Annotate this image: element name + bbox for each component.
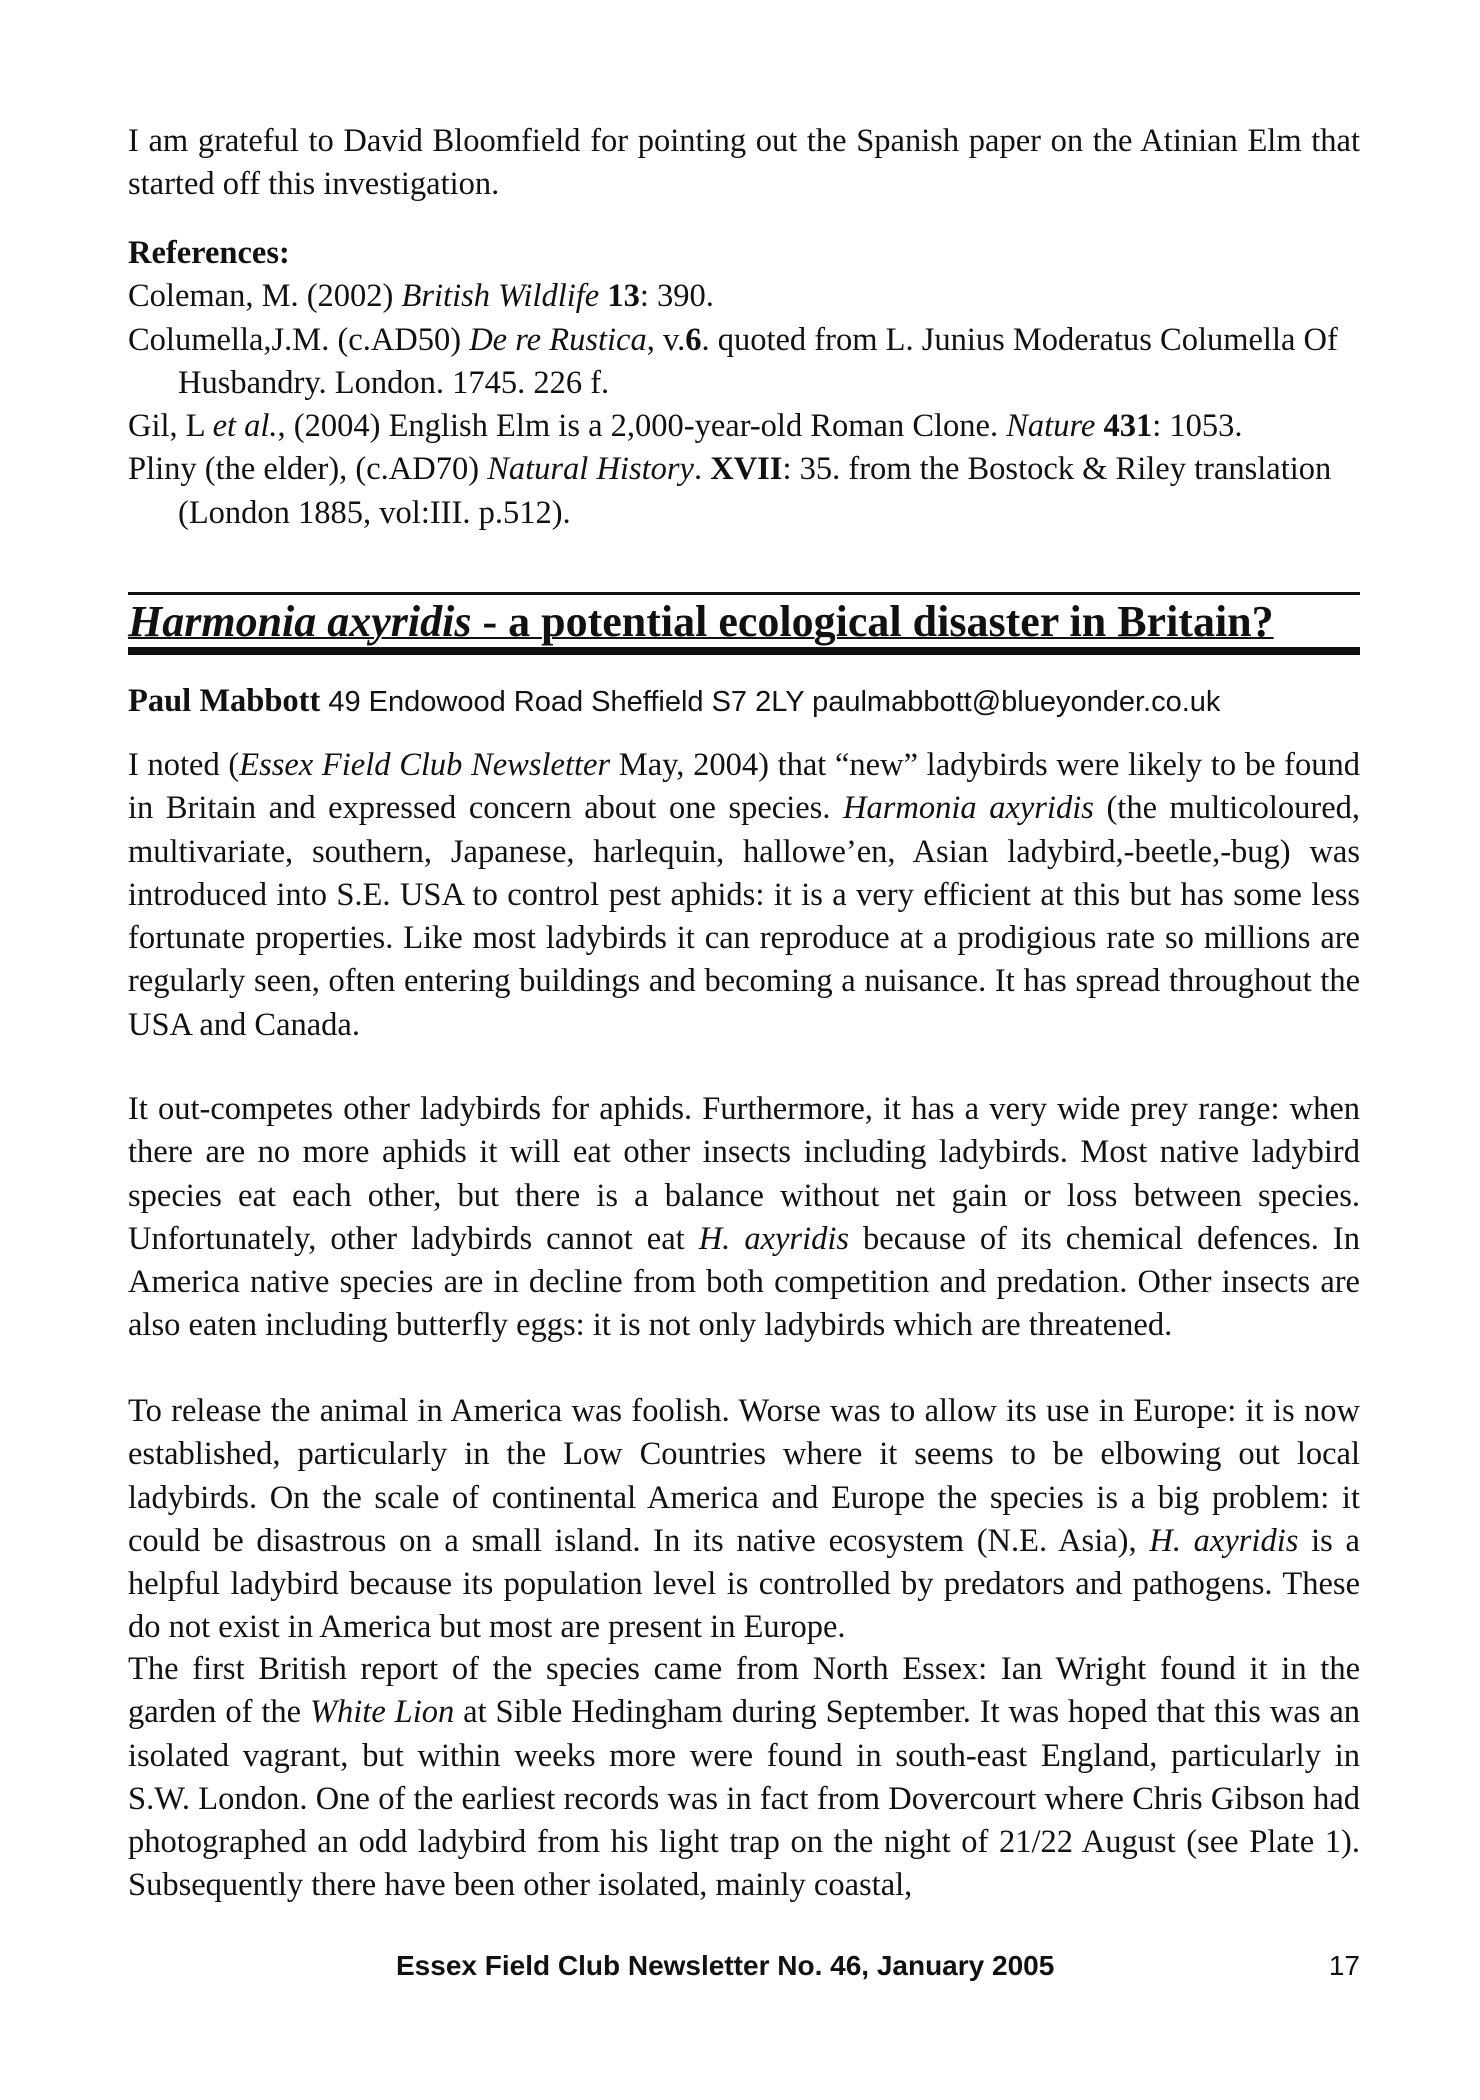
footer-publication: Essex Field Club Newsletter No. 46, January 2005	[396, 1950, 1055, 1981]
page-footer	[128, 1948, 1360, 1984]
page-number: 17	[1328, 1950, 1360, 1981]
intro-paragraph: I am grateful to David Bloomfield for pointing out the Spanish paper on the Atinian Elm that started off this investigation.	[128, 123, 1360, 203]
article-paragraph-4: The first British report of the species came from North Essex: Ian Wright found it in the garden of the White Lion at Sible Hedingham during September. It was hoped that this was an isolated vagrant, but within weeks more were found in south-east England, particularly in S.W. London. One of the earliest records was in fact from Dovercourt where Chris Gibson had photographed an odd ladybird from his light trap on the night of 21/22 August (see Plate 1). Subsequently there have been other isolated, mainly coastal,	[128, 1651, 1360, 1904]
reference-item: Pliny (the elder), (c.AD70) Natural History. XVII: 35. from the Bostock & Riley translation (London 1885, vol:III. p.512).	[128, 451, 1332, 531]
title-rule-bottom	[128, 647, 1360, 655]
reference-item: Coleman, M. (2002) British Wildlife 13: 390.	[128, 278, 714, 315]
references-section	[128, 232, 1360, 535]
article-paragraph-1: I noted (Essex Field Club Newsletter May, 2004) that “new” ladybirds were likely to be found in Britain and expressed concern about one species. Harmonia axyridis (the multicoloured, multivariate, southern, Japanese, harlequin, hallowe’en, Asian ladybird,-beetle,-bug) was introduced into S.E. USA to control pest aphids: it is a very efficient at this but has some less fortunate properties. Like most ladybirds it can reproduce at a prodigious rate so millions are regularly seen, often entering buildings and becoming a nuisance. It has spread throughout the USA and Canada.	[128, 747, 1361, 1043]
reference-item: Gil, L et al., (2004) English Elm is a 2,000-year-old Roman Clone. Nature 431: 1053.	[128, 408, 1243, 445]
article-paragraph-2: It out-competes other ladybirds for aphids. Furthermore, it has a very wide prey range: when there are no more aphids it will eat other insects including ladybirds. Most native ladybird species eat each other, but there is a balance without net gain or loss between species. Unfortunately, other ladybirds cannot eat H. axyridis because of its chemical defences. In America native species are in decline from both competition and predation. Other insects are also eaten including butterfly eggs: it is not only ladybirds which are threatened.	[128, 1091, 1360, 1344]
author-byline	[128, 680, 1360, 724]
references-heading: References:	[128, 235, 290, 271]
title-rule-top	[128, 592, 1360, 595]
author-name: Paul Mabbott	[128, 683, 321, 719]
author-address: 49 Endowood Road Sheffield S7 2LY paulmabbott@blueyonder.co.uk	[320, 686, 1221, 718]
reference-item: Columella,J.M. (c.AD50) De re Rustica, v.6. quoted from L. Junius Moderatus Columella Of Husbandry. London. 1745. 226 f.	[128, 321, 1338, 401]
article-title: Harmonia axyridis - a potential ecological disaster in Britain?	[128, 597, 1274, 646]
article-paragraph-3: To release the animal in America was foolish. Worse was to allow its use in Europe: it is now established, particularly in the Low Countries where it seems to be elbowing out local ladybirds. On the scale of continental America and Europe the species is a big problem: it could be disastrous on a small island. In its native ecosystem (N.E. Asia), H. axyridis is a helpful ladybird because its population level is controlled by predators and pathogens. These do not exist in America but most are present in Europe.	[128, 1393, 1360, 1646]
